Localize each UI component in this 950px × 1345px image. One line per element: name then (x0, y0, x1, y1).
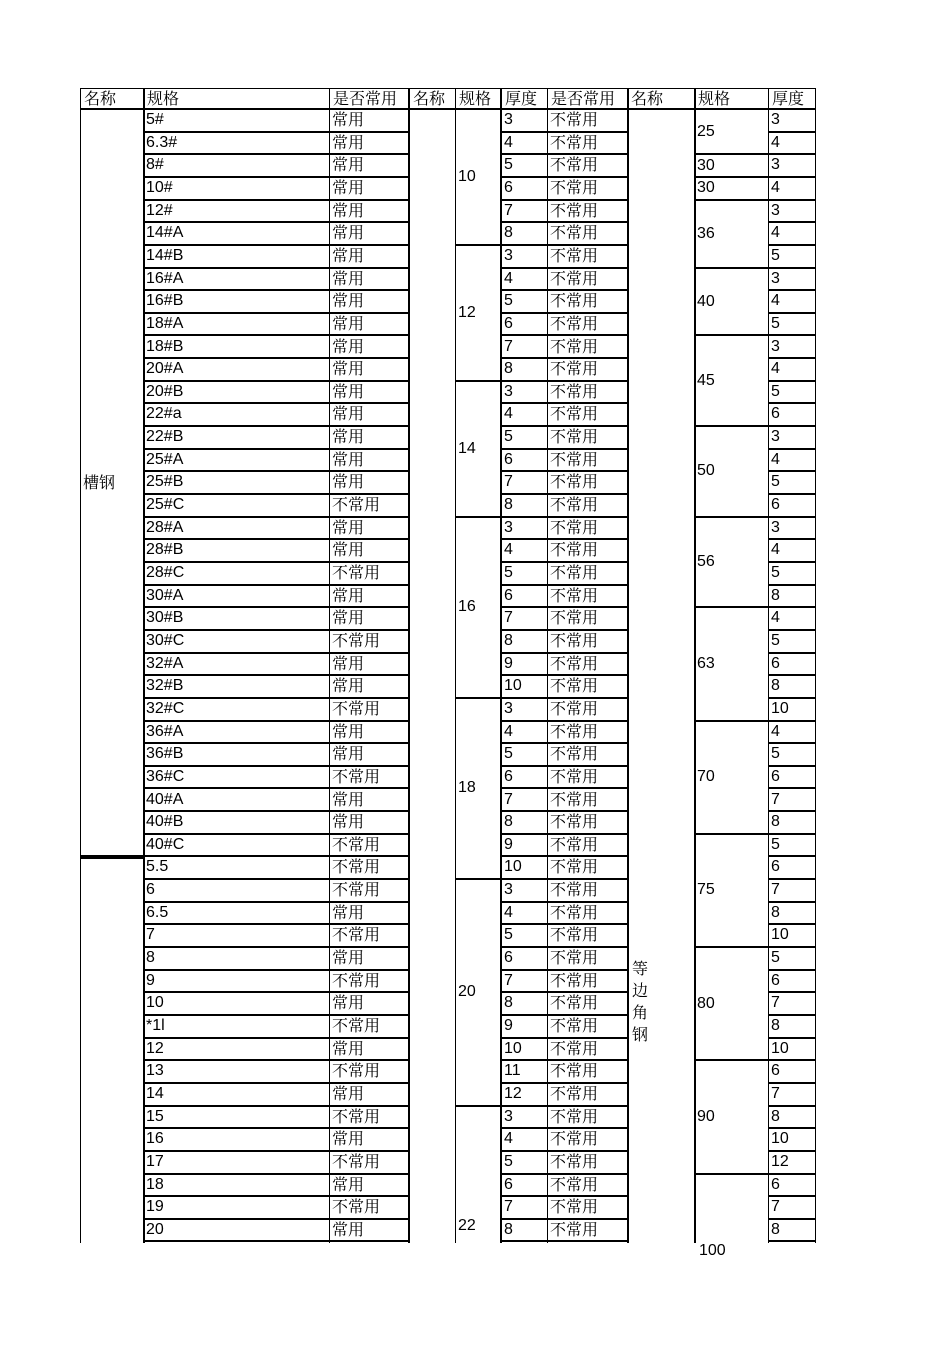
table-cell: 7 (143, 925, 329, 948)
table-cell: 40#A (143, 790, 329, 813)
table-cell: 8# (143, 155, 329, 178)
table-cell: 常用 (329, 722, 409, 745)
angle-spec-cell: 30 (694, 155, 768, 178)
table-cell: 4 (501, 722, 547, 745)
table-cell: 不常用 (547, 495, 627, 518)
table-cell: 18#B (143, 337, 329, 360)
middle-spec-cell: 18 (455, 699, 501, 880)
table-cell: 6 (501, 767, 547, 790)
angle-spec-cell: 70 (694, 722, 768, 835)
table-cell: 不常用 (547, 291, 627, 314)
table-cell: 32#A (143, 654, 329, 677)
table-cell: 不常用 (547, 835, 627, 858)
table-cell: 8 (501, 359, 547, 382)
table-cell: 4 (768, 540, 815, 563)
table-cell: 8 (768, 903, 815, 926)
table-cell: 不常用 (547, 767, 627, 790)
table-cell: 6 (143, 880, 329, 903)
table-cell: 8 (768, 1107, 815, 1130)
middle-spec-cell: 20 (455, 880, 501, 1107)
table-cell: 常用 (329, 1039, 409, 1062)
table-cell: 13 (143, 1061, 329, 1084)
table-cell: 不常用 (547, 654, 627, 677)
table-cell: 16#A (143, 269, 329, 292)
table-cell: 25#A (143, 450, 329, 473)
angle-spec-cell: 63 (694, 608, 768, 721)
table-cell: 常用 (329, 359, 409, 382)
table-cell: 4 (768, 722, 815, 745)
table-cell: 常用 (329, 178, 409, 201)
table-cell: 3 (768, 518, 815, 541)
header-cell: 名称 (80, 88, 143, 110)
table-cell: 4 (501, 133, 547, 156)
table-cell: 不常用 (547, 812, 627, 835)
middle-spec-cell: 10 (455, 110, 501, 246)
table-cell: 不常用 (329, 971, 409, 994)
table-cell: 8 (768, 1016, 815, 1039)
table-cell: 8 (501, 495, 547, 518)
table-cell: 不常用 (547, 110, 627, 133)
table-cell: 28#B (143, 540, 329, 563)
table-cell: 常用 (329, 450, 409, 473)
middle-spec-cell: 14 (455, 382, 501, 518)
table-cell: 3 (501, 699, 547, 722)
table-cell: 常用 (329, 1084, 409, 1107)
grid-vertical-line (329, 88, 330, 1243)
table-cell: 10# (143, 178, 329, 201)
table-cell: 不常用 (547, 1039, 627, 1062)
table-cell: 7 (768, 1084, 815, 1107)
table-cell: 常用 (329, 404, 409, 427)
table-cell: 25#C (143, 495, 329, 518)
table-cell: 20 (143, 1220, 329, 1243)
header-cell: 名称 (627, 88, 694, 110)
grid-vertical-line (768, 88, 769, 1243)
table-cell: 不常用 (547, 540, 627, 563)
table-cell: 不常用 (547, 178, 627, 201)
table-cell: 不常用 (329, 699, 409, 722)
table-cell: 8 (501, 1220, 547, 1243)
table-cell: 不常用 (547, 1197, 627, 1220)
table-cell: 5 (768, 835, 815, 858)
table-cell: 不常用 (547, 518, 627, 541)
table-cell: 常用 (329, 201, 409, 224)
table-cell: 8 (768, 586, 815, 609)
grid-vertical-line (627, 88, 629, 1243)
table-cell: 4 (768, 133, 815, 156)
table-cell: 7 (501, 1197, 547, 1220)
table-cell: 常用 (329, 133, 409, 156)
table-cell: 20#B (143, 382, 329, 405)
table-cell: 6 (501, 450, 547, 473)
table-cell: 不常用 (547, 857, 627, 880)
table-cell: 8 (501, 993, 547, 1016)
table-cell: 不常用 (547, 880, 627, 903)
table-cell: 不常用 (547, 223, 627, 246)
header-cell: 名称 (409, 88, 455, 110)
grid-vertical-line (815, 88, 816, 1243)
table-cell: 不常用 (329, 631, 409, 654)
table-cell: 不常用 (547, 903, 627, 926)
table-cell: 常用 (329, 1129, 409, 1152)
header-cell: 厚度 (768, 88, 815, 110)
angle-spec-cell: 36 (694, 201, 768, 269)
table-cell: 常用 (329, 223, 409, 246)
table-cell: 3 (501, 880, 547, 903)
table-cell: 不常用 (547, 337, 627, 360)
header-cell: 规格 (694, 88, 768, 110)
table-cell: 3 (501, 518, 547, 541)
table-cell: 5 (768, 948, 815, 971)
table-cell: 5 (501, 563, 547, 586)
middle-spec-cell: 22 (458, 1217, 476, 1235)
table-cell: 4 (768, 291, 815, 314)
table-cell: 5 (501, 155, 547, 178)
table-cell: 3 (768, 155, 815, 178)
table-cell: 常用 (329, 472, 409, 495)
table-cell: 常用 (329, 269, 409, 292)
table-cell: 常用 (329, 903, 409, 926)
table-cell: 5# (143, 110, 329, 133)
table-cell: 30#B (143, 608, 329, 631)
header-cell: 厚度 (501, 88, 547, 110)
table-cell: 5 (768, 472, 815, 495)
table-cell: 4 (768, 359, 815, 382)
table-cell: 不常用 (547, 404, 627, 427)
angle-spec-cell (694, 1175, 768, 1243)
table-cell: 8 (143, 948, 329, 971)
table-cell: 不常用 (329, 880, 409, 903)
table-cell: 10 (768, 1129, 815, 1152)
table-cell: 不常用 (547, 1016, 627, 1039)
table-cell: 不常用 (547, 1061, 627, 1084)
table-cell: 6 (768, 1061, 815, 1084)
angle-spec-cell: 25 (694, 110, 768, 155)
table-cell: 3 (501, 382, 547, 405)
angle-spec-cell: 80 (694, 948, 768, 1061)
table-cell: 7 (501, 608, 547, 631)
table-cell: 不常用 (329, 1152, 409, 1175)
table-cell: 6 (501, 314, 547, 337)
table-cell: 5 (768, 314, 815, 337)
table-cell: 4 (501, 404, 547, 427)
table-cell: 9 (501, 654, 547, 677)
table-cell: 8 (768, 1220, 815, 1243)
table-cell: 6 (768, 971, 815, 994)
table-cell: 不常用 (329, 1107, 409, 1130)
table-cell: 常用 (329, 812, 409, 835)
angle-name-char: 角 (631, 1003, 648, 1022)
table-cell: 16#B (143, 291, 329, 314)
grid-vertical-line (547, 88, 548, 1243)
table-cell: 10 (768, 1039, 815, 1062)
table-cell: 不常用 (547, 427, 627, 450)
table-cell: 不常用 (329, 495, 409, 518)
table-cell: 4 (768, 223, 815, 246)
table-cell: 常用 (329, 518, 409, 541)
table-cell: 20#A (143, 359, 329, 382)
table-cell: 3 (768, 427, 815, 450)
table-cell: 36#A (143, 722, 329, 745)
table-cell: 常用 (329, 654, 409, 677)
table-cell: 常用 (329, 608, 409, 631)
table-cell: 6 (768, 654, 815, 677)
table-cell: *1l (143, 1016, 329, 1039)
table-cell: 10 (768, 925, 815, 948)
table-cell: 7 (768, 1197, 815, 1220)
angle-spec-cell: 30 (694, 178, 768, 201)
table-cell: 6 (501, 178, 547, 201)
table-cell: 不常用 (547, 586, 627, 609)
middle-spec-cell: 12 (455, 246, 501, 382)
table-cell: 不常用 (547, 631, 627, 654)
table-cell: 4 (501, 269, 547, 292)
table-cell: 常用 (329, 110, 409, 133)
table-cell: 12 (143, 1039, 329, 1062)
table-cell: 11 (501, 1061, 547, 1084)
table-cell: 18#A (143, 314, 329, 337)
table-cell: 不常用 (547, 1175, 627, 1198)
table-cell: 19 (143, 1197, 329, 1220)
table-cell: 7 (501, 472, 547, 495)
angle-spec-cell: 75 (694, 835, 768, 948)
table-cell: 不常用 (547, 155, 627, 178)
table-cell: 4 (768, 608, 815, 631)
table-cell: 常用 (329, 337, 409, 360)
angle-name-char: 等 (631, 959, 648, 978)
table-cell: 常用 (329, 676, 409, 699)
table-cell: 5.5 (143, 857, 329, 880)
table-cell: 12 (768, 1152, 815, 1175)
table-cell: 5 (768, 744, 815, 767)
channel-name-cell: 槽钢 (80, 110, 143, 857)
header-cell: 规格 (455, 88, 501, 110)
table-cell: 6 (768, 1175, 815, 1198)
table-cell: 5 (501, 291, 547, 314)
angle-name-char: 边 (631, 981, 648, 1000)
table-cell: 不常用 (329, 1197, 409, 1220)
table-cell: 17 (143, 1152, 329, 1175)
table-cell: 9 (501, 1016, 547, 1039)
table-cell: 8 (501, 223, 547, 246)
table-cell: 9 (143, 971, 329, 994)
table-cell: 5 (768, 382, 815, 405)
table-cell: 4 (768, 178, 815, 201)
table-cell: 6 (501, 586, 547, 609)
table-cell: 6 (501, 1175, 547, 1198)
table-cell: 不常用 (547, 608, 627, 631)
table-cell: 7 (768, 993, 815, 1016)
table-cell: 10 (501, 676, 547, 699)
table-cell: 不常用 (547, 993, 627, 1016)
table-cell: 9 (501, 835, 547, 858)
table-cell: 4 (501, 903, 547, 926)
header-cell: 规格 (143, 88, 329, 110)
table-cell: 3 (768, 269, 815, 292)
table-cell: 12# (143, 201, 329, 224)
table-cell: 不常用 (547, 676, 627, 699)
table-cell: 7 (501, 337, 547, 360)
table-cell: 22#B (143, 427, 329, 450)
table-cell: 不常用 (547, 744, 627, 767)
grid-vertical-line (143, 88, 145, 1243)
angle-spec-cell: 90 (694, 1061, 768, 1174)
separator-line (80, 857, 143, 859)
table-cell: 16 (143, 1129, 329, 1152)
header-cell: 是否常用 (329, 88, 409, 110)
table-cell: 22#a (143, 404, 329, 427)
table-cell: 6.3# (143, 133, 329, 156)
table-cell: 6 (501, 948, 547, 971)
table-cell: 不常用 (547, 359, 627, 382)
grid-vertical-line (408, 88, 410, 1243)
table-cell: 不常用 (547, 699, 627, 722)
table-cell: 不常用 (329, 1061, 409, 1084)
table-cell: 常用 (329, 382, 409, 405)
table-cell: 不常用 (547, 201, 627, 224)
table-cell: 不常用 (329, 857, 409, 880)
table-cell: 不常用 (329, 835, 409, 858)
table-cell: 36#B (143, 744, 329, 767)
grid-vertical-line (500, 88, 502, 1243)
grid-vertical-line (80, 88, 81, 1243)
table-cell: 3 (501, 110, 547, 133)
table-cell: 7 (768, 880, 815, 903)
angle-spec-cell: 56 (694, 518, 768, 609)
table-cell: 不常用 (547, 314, 627, 337)
table-cell: 3 (768, 201, 815, 224)
table-cell: 6 (768, 767, 815, 790)
table-cell: 常用 (329, 427, 409, 450)
table-cell: 不常用 (547, 1220, 627, 1243)
header-cell: 是否常用 (547, 88, 627, 110)
table-cell: 15 (143, 1107, 329, 1130)
grid-vertical-line (694, 88, 696, 1243)
table-cell: 8 (501, 631, 547, 654)
table-cell: 6 (768, 495, 815, 518)
table-cell: 6 (768, 404, 815, 427)
table-cell: 常用 (329, 155, 409, 178)
table-cell: 7 (768, 790, 815, 813)
table-cell: 10 (501, 1039, 547, 1062)
table-cell: 常用 (329, 291, 409, 314)
table-cell: 5 (768, 631, 815, 654)
table-cell: 常用 (329, 993, 409, 1016)
table-cell: 常用 (329, 314, 409, 337)
angle-spec-cell: 40 (694, 269, 768, 337)
table-cell: 不常用 (547, 246, 627, 269)
table-cell: 不常用 (329, 1016, 409, 1039)
table-cell: 不常用 (547, 563, 627, 586)
table-cell: 不常用 (329, 925, 409, 948)
table-cell: 不常用 (547, 722, 627, 745)
table-cell: 28#C (143, 563, 329, 586)
table-cell: 7 (501, 201, 547, 224)
table-cell: 5 (501, 427, 547, 450)
table-cell: 常用 (329, 540, 409, 563)
table-cell: 4 (501, 1129, 547, 1152)
table-cell: 6 (768, 857, 815, 880)
table-cell: 14 (143, 1084, 329, 1107)
table-cell: 4 (501, 540, 547, 563)
table-cell: 3 (768, 337, 815, 360)
table-cell: 不常用 (547, 269, 627, 292)
table-cell: 7 (501, 971, 547, 994)
table-cell: 28#A (143, 518, 329, 541)
table-cell: 不常用 (547, 1129, 627, 1152)
table-cell: 12 (501, 1084, 547, 1107)
table-cell: 14#B (143, 246, 329, 269)
table-cell: 3 (768, 110, 815, 133)
table-cell: 4 (768, 450, 815, 473)
table-cell: 常用 (329, 1175, 409, 1198)
table-cell: 5 (501, 1152, 547, 1175)
table-cell: 32#B (143, 676, 329, 699)
table-cell: 25#B (143, 472, 329, 495)
table-cell: 8 (768, 676, 815, 699)
table-cell: 不常用 (547, 450, 627, 473)
table-cell: 5 (501, 744, 547, 767)
table-cell: 7 (501, 790, 547, 813)
table-cell: 不常用 (547, 1084, 627, 1107)
table-cell: 不常用 (547, 925, 627, 948)
table-cell: 不常用 (329, 563, 409, 586)
table-cell: 5 (501, 925, 547, 948)
table-cell: 8 (501, 812, 547, 835)
angle-spec-cell: 45 (694, 337, 768, 428)
table-cell: 不常用 (329, 767, 409, 790)
table-cell: 5 (768, 246, 815, 269)
table-cell: 常用 (329, 948, 409, 971)
table-cell: 不常用 (547, 472, 627, 495)
table-cell: 不常用 (547, 1152, 627, 1175)
table-cell: 30#A (143, 586, 329, 609)
table-cell: 30#C (143, 631, 329, 654)
table-cell: 不常用 (547, 1107, 627, 1130)
angle-spec-100-label: 100 (699, 1242, 726, 1259)
table-cell: 36#C (143, 767, 329, 790)
table-cell: 常用 (329, 744, 409, 767)
table-cell: 不常用 (547, 133, 627, 156)
table-cell: 14#A (143, 223, 329, 246)
table-cell: 40#B (143, 812, 329, 835)
table-cell: 不常用 (547, 790, 627, 813)
table-cell: 10 (768, 699, 815, 722)
table-cell: 不常用 (547, 971, 627, 994)
angle-spec-cell: 50 (694, 427, 768, 518)
table-cell: 常用 (329, 246, 409, 269)
table-cell: 32#C (143, 699, 329, 722)
grid-vertical-line (455, 88, 456, 1243)
table-cell: 10 (143, 993, 329, 1016)
table-cell: 5 (768, 563, 815, 586)
table-cell: 6.5 (143, 903, 329, 926)
table-cell: 40#C (143, 835, 329, 858)
table-cell: 不常用 (547, 948, 627, 971)
table-cell: 不常用 (547, 382, 627, 405)
table-cell: 常用 (329, 1220, 409, 1243)
table-cell: 8 (768, 812, 815, 835)
table-cell: 3 (501, 246, 547, 269)
table-cell: 常用 (329, 586, 409, 609)
table-cell: 3 (501, 1107, 547, 1130)
table-cell: 10 (501, 857, 547, 880)
middle-spec-cell: 16 (455, 518, 501, 699)
angle-name-char: 钢 (631, 1025, 648, 1044)
table-cell: 常用 (329, 790, 409, 813)
table-cell: 18 (143, 1175, 329, 1198)
